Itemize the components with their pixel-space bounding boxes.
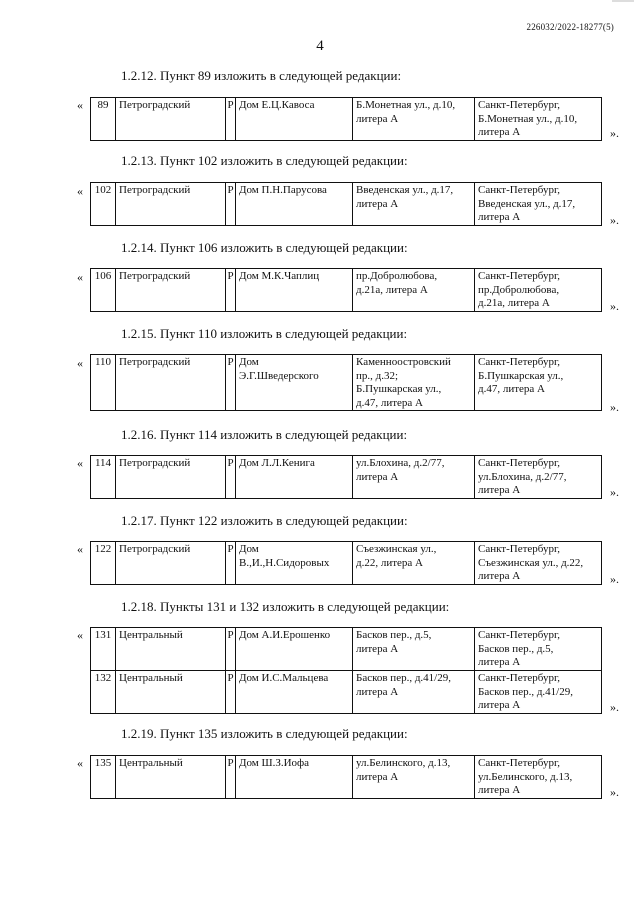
object-name-cell — [236, 98, 353, 141]
monument-table — [90, 268, 602, 312]
cell-line: Дом — [239, 356, 259, 368]
cell-line: пр.Добролюбова, — [356, 270, 438, 282]
amendment-heading: 1.2.16. Пункт 114 изложить в следующей редакции: — [121, 427, 408, 442]
open-quote: « — [77, 456, 83, 470]
amendment-heading: 1.2.12. Пункт 89 изложить в следующей редакции: — [121, 68, 402, 83]
open-quote: « — [77, 184, 83, 198]
row-number: 135 — [91, 756, 116, 799]
object-name-cell — [236, 628, 353, 671]
category-cell: Р — [226, 355, 236, 411]
open-quote: « — [77, 628, 83, 642]
cell-line: Санкт-Петербург, — [478, 99, 560, 111]
object-name-cell — [236, 269, 353, 312]
amendment-heading: 1.2.14. Пункт 106 изложить в следующей редакции: — [121, 240, 408, 255]
address-cell — [353, 183, 475, 226]
monument-table — [90, 455, 602, 499]
cell-line: ул.Блохина, д.2/77, — [478, 470, 567, 483]
category-cell: Р — [226, 98, 236, 141]
cell-line: Дом Л.Л.Кенига — [239, 457, 315, 469]
cell-line: литера А — [356, 642, 399, 655]
page-number: 4 — [316, 38, 324, 54]
cell-line: д.47, литера А — [356, 396, 423, 409]
cell-line: Санкт-Петербург, — [478, 184, 560, 196]
cell-line: литера А — [356, 685, 399, 698]
cell-line: Басков пер., д.5, — [356, 629, 432, 641]
address-cell — [353, 269, 475, 312]
object-name-cell — [236, 183, 353, 226]
cell-line: Басков пер., д.5, — [478, 642, 554, 655]
district-cell: Петроградский — [116, 355, 226, 411]
cell-line: В.,И.,Н.Сидоровых — [239, 556, 330, 569]
category-cell: Р — [226, 456, 236, 499]
cell-line: литера А — [478, 126, 521, 138]
cell-line: Санкт-Петербург, — [478, 270, 560, 282]
cell-line: Каменноостровский — [356, 356, 451, 368]
table-row — [91, 355, 602, 411]
district-cell: Петроградский — [116, 542, 226, 585]
scan-edge-mark — [612, 0, 634, 2]
document-id: 226032/2022-18277(5) — [526, 22, 614, 32]
cell-line: литера А — [478, 656, 521, 668]
monument-table — [90, 627, 602, 714]
cell-line: пр.Добролюбова, — [478, 283, 560, 296]
cell-line: Дом И.С.Мальцева — [239, 672, 329, 684]
cell-line: литера А — [356, 112, 399, 125]
full-address-cell — [475, 756, 602, 799]
cell-line: Басков пер., д.41/29, — [356, 672, 451, 684]
cell-line: Б.Монетная ул., д.10, — [356, 99, 456, 111]
close-quote: ». — [610, 700, 619, 714]
amendment-heading: 1.2.17. Пункт 122 изложить в следующей редакции: — [121, 513, 408, 528]
row-number: 114 — [91, 456, 116, 499]
cell-line: литера А — [356, 770, 399, 783]
cell-line: ул.Белинского, д.13, — [478, 770, 573, 783]
monument-table — [90, 541, 602, 585]
open-quote: « — [77, 270, 83, 284]
table-row — [91, 671, 602, 714]
address-cell — [353, 628, 475, 671]
row-number: 102 — [91, 183, 116, 226]
address-cell — [353, 98, 475, 141]
category-cell: Р — [226, 269, 236, 312]
close-quote: ». — [610, 299, 619, 313]
close-quote: ». — [610, 785, 619, 799]
amendment-heading: 1.2.15. Пункт 110 изложить в следующей редакции: — [121, 326, 408, 341]
cell-line: Введенская ул., д.17, — [478, 197, 576, 210]
full-address-cell — [475, 98, 602, 141]
monument-table — [90, 755, 602, 799]
object-name-cell — [236, 456, 353, 499]
cell-line: Санкт-Петербург, — [478, 543, 560, 555]
address-cell — [353, 756, 475, 799]
cell-line: пр., д.32; — [356, 369, 399, 382]
cell-line: литера А — [478, 570, 521, 582]
cell-line: д.21а, литера А — [478, 297, 550, 309]
cell-line: Дом П.Н.Парусова — [239, 184, 327, 196]
address-cell — [353, 456, 475, 499]
monument-table — [90, 182, 602, 226]
cell-line: Санкт-Петербург, — [478, 356, 560, 368]
close-quote: ». — [610, 485, 619, 499]
category-cell: Р — [226, 183, 236, 226]
full-address-cell — [475, 542, 602, 585]
cell-line: Санкт-Петербург, — [478, 757, 560, 769]
full-address-cell — [475, 183, 602, 226]
cell-line: д.47, литера А — [478, 383, 545, 395]
object-name-cell — [236, 355, 353, 411]
row-number: 131 — [91, 628, 116, 671]
cell-line: ул.Белинского, д.13, — [356, 757, 451, 769]
close-quote: ». — [610, 126, 619, 140]
cell-line: литера А — [356, 470, 399, 483]
row-number: 122 — [91, 542, 116, 585]
row-number: 106 — [91, 269, 116, 312]
table-row — [91, 98, 602, 141]
full-address-cell — [475, 456, 602, 499]
full-address-cell — [475, 355, 602, 411]
table-row — [91, 756, 602, 799]
cell-line: Дом Е.Ц.Кавоса — [239, 99, 315, 111]
open-quote: « — [77, 98, 83, 112]
amendment-heading: 1.2.18. Пункты 131 и 132 изложить в следующей редакции: — [121, 599, 450, 614]
monument-table — [90, 97, 602, 141]
cell-line: Дом А.И.Ерошенко — [239, 629, 331, 641]
cell-line: литера А — [478, 784, 521, 796]
cell-line: Санкт-Петербург, — [478, 457, 560, 469]
cell-line: Съезжинская ул., — [356, 543, 437, 555]
table-row — [91, 542, 602, 585]
category-cell: Р — [226, 628, 236, 671]
address-cell — [353, 355, 475, 411]
category-cell: Р — [226, 542, 236, 585]
category-cell: Р — [226, 756, 236, 799]
cell-line: Э.Г.Шведерского — [239, 369, 319, 382]
cell-line: Санкт-Петербург, — [478, 672, 560, 684]
district-cell: Петроградский — [116, 98, 226, 141]
cell-line: литера А — [478, 211, 521, 223]
district-cell: Петроградский — [116, 183, 226, 226]
address-cell — [353, 542, 475, 585]
district-cell: Центральный — [116, 628, 226, 671]
cell-line: литера А — [356, 197, 399, 210]
cell-line: Б.Монетная ул., д.10, — [478, 112, 578, 125]
district-cell: Петроградский — [116, 269, 226, 312]
cell-line: ул.Блохина, д.2/77, — [356, 457, 445, 469]
object-name-cell — [236, 542, 353, 585]
cell-line: Дом М.К.Чаплиц — [239, 270, 320, 282]
district-cell: Центральный — [116, 756, 226, 799]
object-name-cell — [236, 756, 353, 799]
object-name-cell — [236, 671, 353, 714]
close-quote: ». — [610, 400, 619, 414]
monument-table — [90, 354, 602, 411]
amendment-heading: 1.2.13. Пункт 102 изложить в следующей редакции: — [121, 153, 408, 168]
open-quote: « — [77, 542, 83, 556]
table-row — [91, 183, 602, 226]
cell-line: Введенская ул., д.17, — [356, 184, 454, 196]
amendment-heading: 1.2.19. Пункт 135 изложить в следующей редакции: — [121, 726, 408, 741]
cell-line: Дом Ш.З.Иофа — [239, 757, 310, 769]
cell-line: д.21а, литера А — [356, 283, 428, 296]
cell-line: д.22, литера А — [356, 556, 423, 569]
cell-line: Съезжинская ул., д.22, — [478, 556, 584, 569]
full-address-cell — [475, 628, 602, 671]
row-number: 132 — [91, 671, 116, 714]
open-quote: « — [77, 356, 83, 370]
table-row — [91, 269, 602, 312]
close-quote: ». — [610, 572, 619, 586]
cell-line: Басков пер., д.41/29, — [478, 685, 573, 698]
table-row — [91, 628, 602, 671]
cell-line: литера А — [478, 699, 521, 711]
district-cell: Петроградский — [116, 456, 226, 499]
cell-line: Б.Пушкарская ул., — [478, 369, 564, 382]
open-quote: « — [77, 756, 83, 770]
address-cell — [353, 671, 475, 714]
full-address-cell — [475, 671, 602, 714]
cell-line: Дом — [239, 543, 259, 555]
cell-line: литера А — [478, 484, 521, 496]
row-number: 110 — [91, 355, 116, 411]
category-cell: Р — [226, 671, 236, 714]
district-cell: Центральный — [116, 671, 226, 714]
row-number: 89 — [91, 98, 116, 141]
table-row — [91, 456, 602, 499]
cell-line: Б.Пушкарская ул., — [356, 383, 442, 395]
full-address-cell — [475, 269, 602, 312]
close-quote: ». — [610, 213, 619, 227]
cell-line: Санкт-Петербург, — [478, 629, 560, 641]
